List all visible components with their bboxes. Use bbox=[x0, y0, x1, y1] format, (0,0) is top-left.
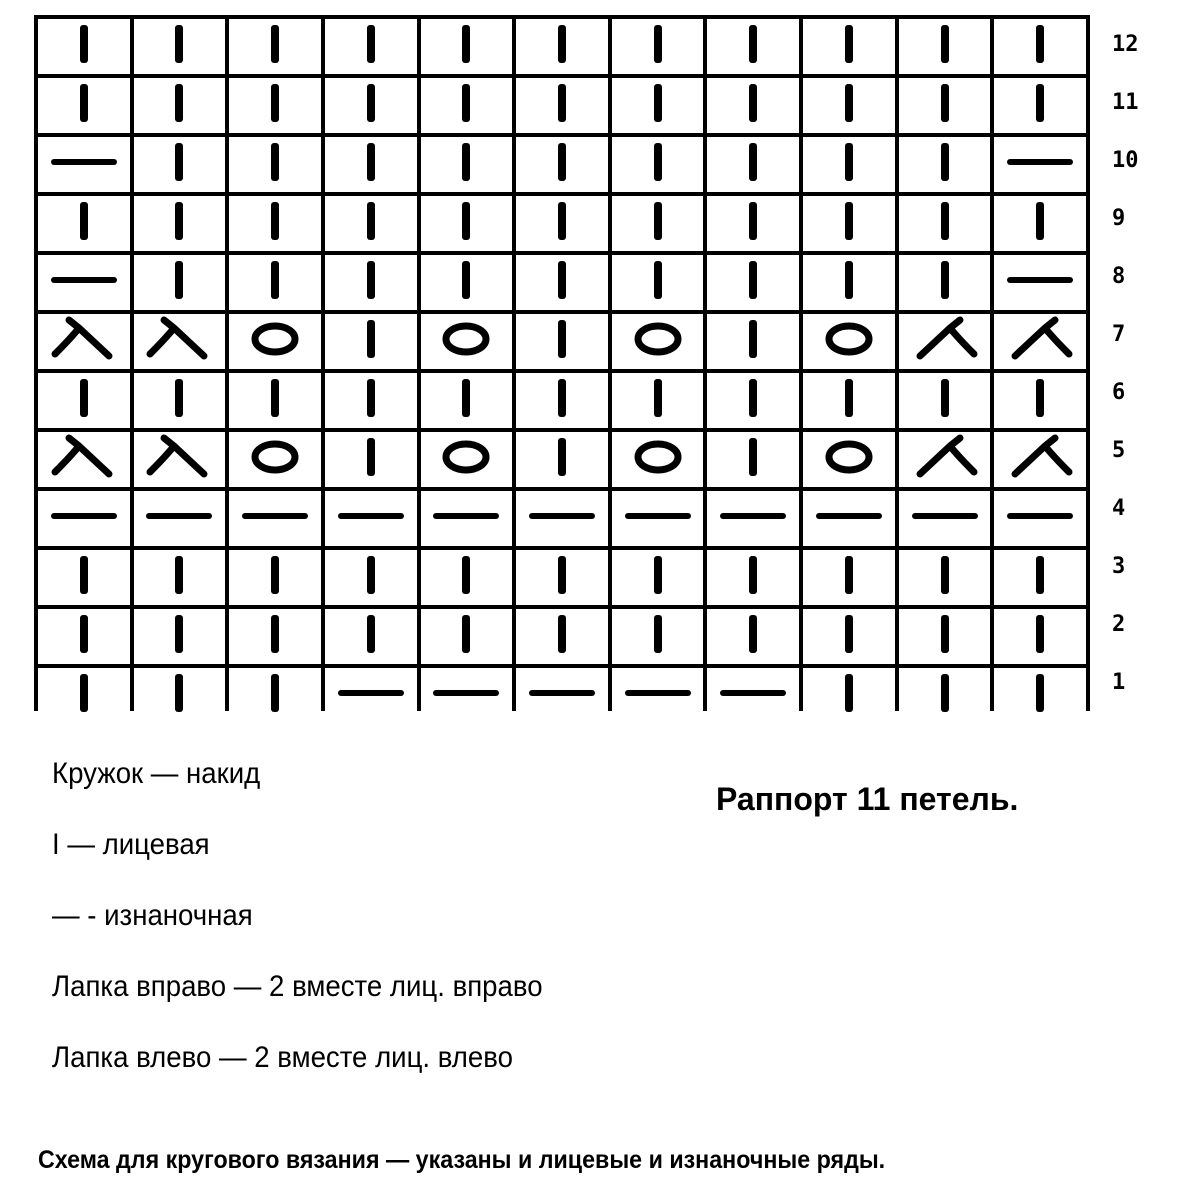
purl-stitch-icon bbox=[1005, 137, 1075, 192]
chart-cell bbox=[421, 314, 513, 369]
knit-stitch-icon bbox=[431, 78, 501, 133]
knit-stitch-icon bbox=[431, 137, 501, 192]
knit-stitch-icon bbox=[623, 78, 693, 133]
purl-stitch-icon bbox=[623, 491, 693, 546]
chart-cell bbox=[899, 373, 991, 428]
chart-cell bbox=[229, 491, 321, 546]
chart-cell bbox=[803, 550, 895, 605]
row-number: 11 bbox=[1112, 89, 1139, 115]
knit-stitch-icon bbox=[718, 432, 788, 487]
chart-cell bbox=[229, 255, 321, 310]
chart-cell bbox=[325, 19, 417, 74]
knit-stitch-icon bbox=[527, 137, 597, 192]
chart-cell bbox=[612, 491, 704, 546]
chart-cell bbox=[325, 432, 417, 487]
knit-stitch-icon bbox=[144, 255, 214, 310]
chart-cell bbox=[38, 19, 130, 74]
knit-stitch-icon bbox=[240, 78, 310, 133]
chart-cell bbox=[707, 196, 799, 251]
chart-cell bbox=[134, 550, 226, 605]
knit-stitch-icon bbox=[623, 137, 693, 192]
chart-cell bbox=[994, 550, 1086, 605]
right-decrease-icon bbox=[144, 432, 214, 487]
knit-stitch-icon bbox=[814, 19, 884, 74]
chart-cell bbox=[325, 137, 417, 192]
chart-cell bbox=[707, 668, 799, 723]
knit-stitch-icon bbox=[910, 668, 980, 723]
row-number: 1 bbox=[1112, 669, 1126, 695]
yarn-over-icon bbox=[623, 432, 693, 487]
chart-cell bbox=[38, 609, 130, 664]
chart-cell bbox=[707, 137, 799, 192]
knit-stitch-icon bbox=[527, 550, 597, 605]
yarn-over-icon bbox=[240, 314, 310, 369]
chart-cell bbox=[612, 196, 704, 251]
knit-stitch-icon bbox=[144, 19, 214, 74]
chart-cell bbox=[229, 373, 321, 428]
chart-cell bbox=[899, 19, 991, 74]
knit-stitch-icon bbox=[431, 609, 501, 664]
knit-stitch-icon bbox=[623, 609, 693, 664]
knit-stitch-icon bbox=[718, 196, 788, 251]
knit-stitch-icon bbox=[49, 196, 119, 251]
knit-stitch-icon bbox=[814, 373, 884, 428]
knit-stitch-icon bbox=[814, 255, 884, 310]
chart-cell bbox=[707, 255, 799, 310]
chart-cell bbox=[899, 196, 991, 251]
row-number-labels bbox=[1098, 15, 1168, 711]
knit-stitch-icon bbox=[718, 19, 788, 74]
knit-stitch-icon bbox=[527, 255, 597, 310]
chart-cell bbox=[803, 668, 895, 723]
chart-cell bbox=[229, 314, 321, 369]
purl-stitch-icon bbox=[336, 491, 406, 546]
chart-cell bbox=[899, 255, 991, 310]
chart-cell bbox=[134, 432, 226, 487]
chart-cell bbox=[612, 609, 704, 664]
knit-stitch-icon bbox=[431, 373, 501, 428]
knit-stitch-icon bbox=[240, 668, 310, 723]
chart-cell bbox=[612, 550, 704, 605]
yarn-over-icon bbox=[814, 432, 884, 487]
knit-stitch-icon bbox=[49, 373, 119, 428]
chart-cell bbox=[229, 550, 321, 605]
chart-cell bbox=[994, 78, 1086, 133]
chart-cell bbox=[325, 609, 417, 664]
chart-cell bbox=[229, 432, 321, 487]
chart-cell bbox=[803, 255, 895, 310]
chart-cell bbox=[516, 255, 608, 310]
knit-stitch-icon bbox=[623, 550, 693, 605]
knit-stitch-icon bbox=[144, 550, 214, 605]
chart-cell bbox=[994, 19, 1086, 74]
knit-stitch-icon bbox=[336, 373, 406, 428]
legend-item: — - изнаночная bbox=[52, 899, 253, 932]
knit-stitch-icon bbox=[623, 19, 693, 74]
yarn-over-icon bbox=[240, 432, 310, 487]
purl-stitch-icon bbox=[718, 491, 788, 546]
knit-stitch-icon bbox=[336, 78, 406, 133]
left-decrease-icon bbox=[1005, 432, 1075, 487]
knit-stitch-icon bbox=[240, 373, 310, 428]
right-decrease-icon bbox=[144, 314, 214, 369]
yarn-over-icon bbox=[814, 314, 884, 369]
chart-cell bbox=[899, 314, 991, 369]
chart-cell bbox=[612, 668, 704, 723]
knit-stitch-icon bbox=[910, 609, 980, 664]
purl-stitch-icon bbox=[431, 491, 501, 546]
purl-stitch-icon bbox=[1005, 491, 1075, 546]
chart-cell bbox=[421, 19, 513, 74]
chart-cell bbox=[803, 314, 895, 369]
chart-cell bbox=[325, 255, 417, 310]
knit-stitch-icon bbox=[336, 19, 406, 74]
chart-cell bbox=[994, 432, 1086, 487]
purl-stitch-icon bbox=[527, 491, 597, 546]
knit-stitch-icon bbox=[336, 137, 406, 192]
knit-stitch-icon bbox=[814, 550, 884, 605]
chart-cell bbox=[516, 373, 608, 428]
chart-cell bbox=[38, 668, 130, 723]
knit-stitch-icon bbox=[527, 373, 597, 428]
purl-stitch-icon bbox=[527, 668, 597, 723]
knit-stitch-icon bbox=[144, 609, 214, 664]
chart-cell bbox=[421, 491, 513, 546]
knit-stitch-icon bbox=[431, 196, 501, 251]
knit-stitch-icon bbox=[527, 314, 597, 369]
chart-cell bbox=[707, 432, 799, 487]
knit-stitch-icon bbox=[431, 550, 501, 605]
yarn-over-icon bbox=[623, 314, 693, 369]
chart-cell bbox=[325, 78, 417, 133]
chart-cell bbox=[38, 255, 130, 310]
knit-stitch-icon bbox=[814, 668, 884, 723]
chart-cell bbox=[229, 196, 321, 251]
chart-cell bbox=[134, 255, 226, 310]
repeat-note: Раппорт 11 петель. bbox=[716, 781, 1019, 817]
row-number: 3 bbox=[1112, 553, 1126, 579]
knit-stitch-icon bbox=[240, 550, 310, 605]
knit-stitch-icon bbox=[336, 550, 406, 605]
chart-cell bbox=[803, 78, 895, 133]
knit-stitch-icon bbox=[49, 78, 119, 133]
knit-stitch-icon bbox=[527, 78, 597, 133]
chart-cell bbox=[229, 137, 321, 192]
purl-stitch-icon bbox=[49, 137, 119, 192]
chart-cell bbox=[707, 78, 799, 133]
chart-cell bbox=[899, 432, 991, 487]
chart-cell bbox=[134, 491, 226, 546]
knit-stitch-icon bbox=[336, 432, 406, 487]
chart-cell bbox=[516, 78, 608, 133]
chart-cell bbox=[516, 609, 608, 664]
chart-cell bbox=[421, 78, 513, 133]
knit-stitch-icon bbox=[49, 19, 119, 74]
knit-stitch-icon bbox=[1005, 668, 1075, 723]
knit-stitch-icon bbox=[431, 19, 501, 74]
knit-stitch-icon bbox=[910, 19, 980, 74]
knit-stitch-icon bbox=[910, 373, 980, 428]
chart-cell bbox=[421, 609, 513, 664]
chart-cell bbox=[516, 196, 608, 251]
yarn-over-icon bbox=[431, 432, 501, 487]
chart-cell bbox=[612, 137, 704, 192]
chart-cell bbox=[134, 196, 226, 251]
chart-cell bbox=[994, 255, 1086, 310]
chart-cell bbox=[325, 373, 417, 428]
chart-cell bbox=[516, 314, 608, 369]
knit-stitch-icon bbox=[718, 255, 788, 310]
chart-cell bbox=[516, 491, 608, 546]
purl-stitch-icon bbox=[240, 491, 310, 546]
chart-cell bbox=[994, 314, 1086, 369]
knit-stitch-icon bbox=[144, 137, 214, 192]
chart-cell bbox=[994, 196, 1086, 251]
knit-stitch-icon bbox=[240, 196, 310, 251]
chart-cell bbox=[516, 19, 608, 74]
chart-cell bbox=[325, 550, 417, 605]
knit-stitch-icon bbox=[240, 19, 310, 74]
knit-stitch-icon bbox=[1005, 196, 1075, 251]
purl-stitch-icon bbox=[144, 491, 214, 546]
chart-cell bbox=[707, 491, 799, 546]
row-number: 7 bbox=[1112, 321, 1126, 347]
knit-stitch-icon bbox=[144, 373, 214, 428]
knit-stitch-icon bbox=[336, 609, 406, 664]
chart-cell bbox=[38, 137, 130, 192]
chart-cell bbox=[134, 19, 226, 74]
knit-stitch-icon bbox=[336, 255, 406, 310]
knit-stitch-icon bbox=[623, 255, 693, 310]
row-number: 8 bbox=[1112, 263, 1126, 289]
knit-stitch-icon bbox=[623, 196, 693, 251]
knit-stitch-icon bbox=[910, 78, 980, 133]
chart-cell bbox=[38, 373, 130, 428]
chart-cell bbox=[229, 19, 321, 74]
chart-cell bbox=[38, 491, 130, 546]
knit-stitch-icon bbox=[814, 78, 884, 133]
knit-stitch-icon bbox=[336, 196, 406, 251]
chart-cell bbox=[612, 373, 704, 428]
purl-stitch-icon bbox=[910, 491, 980, 546]
chart-cell bbox=[421, 137, 513, 192]
purl-stitch-icon bbox=[431, 668, 501, 723]
row-number: 5 bbox=[1112, 437, 1126, 463]
chart-cell bbox=[229, 609, 321, 664]
legend-item: I — лицевая bbox=[52, 828, 210, 861]
knit-stitch-icon bbox=[1005, 78, 1075, 133]
purl-stitch-icon bbox=[718, 668, 788, 723]
legend-item: Лапка влево — 2 вместе лиц. влево bbox=[52, 1041, 513, 1074]
knit-stitch-icon bbox=[1005, 373, 1075, 428]
chart-cell bbox=[325, 668, 417, 723]
knit-stitch-icon bbox=[718, 609, 788, 664]
knit-stitch-icon bbox=[1005, 550, 1075, 605]
chart-cell bbox=[134, 78, 226, 133]
left-decrease-icon bbox=[910, 432, 980, 487]
chart-cell bbox=[899, 550, 991, 605]
knit-stitch-icon bbox=[144, 196, 214, 251]
knit-stitch-icon bbox=[718, 550, 788, 605]
chart-cell bbox=[38, 432, 130, 487]
chart-cell bbox=[899, 137, 991, 192]
knit-stitch-icon bbox=[1005, 609, 1075, 664]
chart-cell bbox=[229, 78, 321, 133]
knit-stitch-icon bbox=[240, 255, 310, 310]
chart-cell bbox=[38, 314, 130, 369]
purl-stitch-icon bbox=[814, 491, 884, 546]
row-number: 10 bbox=[1112, 147, 1139, 173]
knit-stitch-icon bbox=[814, 137, 884, 192]
chart-cell bbox=[134, 609, 226, 664]
left-decrease-icon bbox=[910, 314, 980, 369]
chart-cell bbox=[707, 609, 799, 664]
chart-cell bbox=[994, 373, 1086, 428]
chart-cell bbox=[38, 78, 130, 133]
purl-stitch-icon bbox=[623, 668, 693, 723]
chart-cell bbox=[38, 550, 130, 605]
legend-item: Кружок — накид bbox=[52, 757, 261, 790]
chart-cell bbox=[612, 432, 704, 487]
chart-cell bbox=[516, 668, 608, 723]
knit-stitch-icon bbox=[49, 609, 119, 664]
chart-cell bbox=[994, 491, 1086, 546]
row-number: 9 bbox=[1112, 205, 1126, 231]
row-number: 4 bbox=[1112, 495, 1126, 521]
footer-note: Схема для кругового вязания — указаны и лицевые и изнаночные ряды. bbox=[38, 1146, 886, 1174]
knit-stitch-icon bbox=[431, 255, 501, 310]
chart-cell bbox=[707, 373, 799, 428]
chart-cell bbox=[612, 78, 704, 133]
chart-cell bbox=[612, 314, 704, 369]
chart-cell bbox=[134, 668, 226, 723]
purl-stitch-icon bbox=[49, 491, 119, 546]
chart-cell bbox=[516, 432, 608, 487]
row-number: 12 bbox=[1112, 31, 1139, 57]
chart-cell bbox=[994, 668, 1086, 723]
knit-stitch-icon bbox=[144, 78, 214, 133]
chart-cell bbox=[803, 373, 895, 428]
chart-cell bbox=[421, 432, 513, 487]
knit-stitch-icon bbox=[814, 196, 884, 251]
chart-cell bbox=[612, 255, 704, 310]
chart-cell bbox=[421, 668, 513, 723]
chart-cell bbox=[229, 668, 321, 723]
knit-stitch-icon bbox=[527, 196, 597, 251]
chart-cell bbox=[899, 609, 991, 664]
left-decrease-icon bbox=[1005, 314, 1075, 369]
knit-stitch-icon bbox=[49, 550, 119, 605]
knit-stitch-icon bbox=[527, 19, 597, 74]
knit-stitch-icon bbox=[240, 609, 310, 664]
yarn-over-icon bbox=[431, 314, 501, 369]
knit-stitch-icon bbox=[527, 609, 597, 664]
knit-stitch-icon bbox=[718, 314, 788, 369]
chart-cell bbox=[134, 373, 226, 428]
knit-stitch-icon bbox=[910, 550, 980, 605]
chart-cell bbox=[325, 314, 417, 369]
chart-cell bbox=[803, 137, 895, 192]
chart-cell bbox=[803, 491, 895, 546]
chart-cell bbox=[421, 196, 513, 251]
knit-stitch-icon bbox=[144, 668, 214, 723]
knit-stitch-icon bbox=[718, 78, 788, 133]
chart-cell bbox=[803, 609, 895, 664]
knit-stitch-icon bbox=[240, 137, 310, 192]
chart-cell bbox=[516, 137, 608, 192]
chart-cell bbox=[707, 314, 799, 369]
knit-stitch-icon bbox=[910, 137, 980, 192]
chart-cell bbox=[899, 668, 991, 723]
knitting-chart-grid bbox=[34, 15, 1090, 711]
knit-stitch-icon bbox=[527, 432, 597, 487]
chart-cell bbox=[421, 255, 513, 310]
chart-cell bbox=[899, 78, 991, 133]
chart-cell bbox=[803, 196, 895, 251]
knit-stitch-icon bbox=[1005, 19, 1075, 74]
chart-cell bbox=[421, 373, 513, 428]
knit-stitch-icon bbox=[49, 668, 119, 723]
chart-cell bbox=[325, 491, 417, 546]
knit-stitch-icon bbox=[718, 137, 788, 192]
knit-stitch-icon bbox=[336, 314, 406, 369]
row-number: 6 bbox=[1112, 379, 1126, 405]
chart-cell bbox=[994, 609, 1086, 664]
chart-cell bbox=[803, 432, 895, 487]
knit-stitch-icon bbox=[910, 196, 980, 251]
chart-cell bbox=[994, 137, 1086, 192]
chart-cell bbox=[707, 19, 799, 74]
chart-cell bbox=[803, 19, 895, 74]
purl-stitch-icon bbox=[336, 668, 406, 723]
knit-stitch-icon bbox=[623, 373, 693, 428]
knit-stitch-icon bbox=[814, 609, 884, 664]
chart-cell bbox=[421, 550, 513, 605]
chart-cell bbox=[134, 314, 226, 369]
chart-cell bbox=[612, 19, 704, 74]
right-decrease-icon bbox=[49, 432, 119, 487]
knit-stitch-icon bbox=[718, 373, 788, 428]
right-decrease-icon bbox=[49, 314, 119, 369]
chart-cell bbox=[38, 196, 130, 251]
chart-cell bbox=[707, 550, 799, 605]
chart-cell bbox=[899, 491, 991, 546]
legend-item: Лапка вправо — 2 вместе лиц. вправо bbox=[52, 970, 543, 1003]
chart-cell bbox=[325, 196, 417, 251]
chart-cell bbox=[134, 137, 226, 192]
knit-stitch-icon bbox=[910, 255, 980, 310]
chart-cell bbox=[516, 550, 608, 605]
row-number: 2 bbox=[1112, 611, 1126, 637]
purl-stitch-icon bbox=[49, 255, 119, 310]
purl-stitch-icon bbox=[1005, 255, 1075, 310]
